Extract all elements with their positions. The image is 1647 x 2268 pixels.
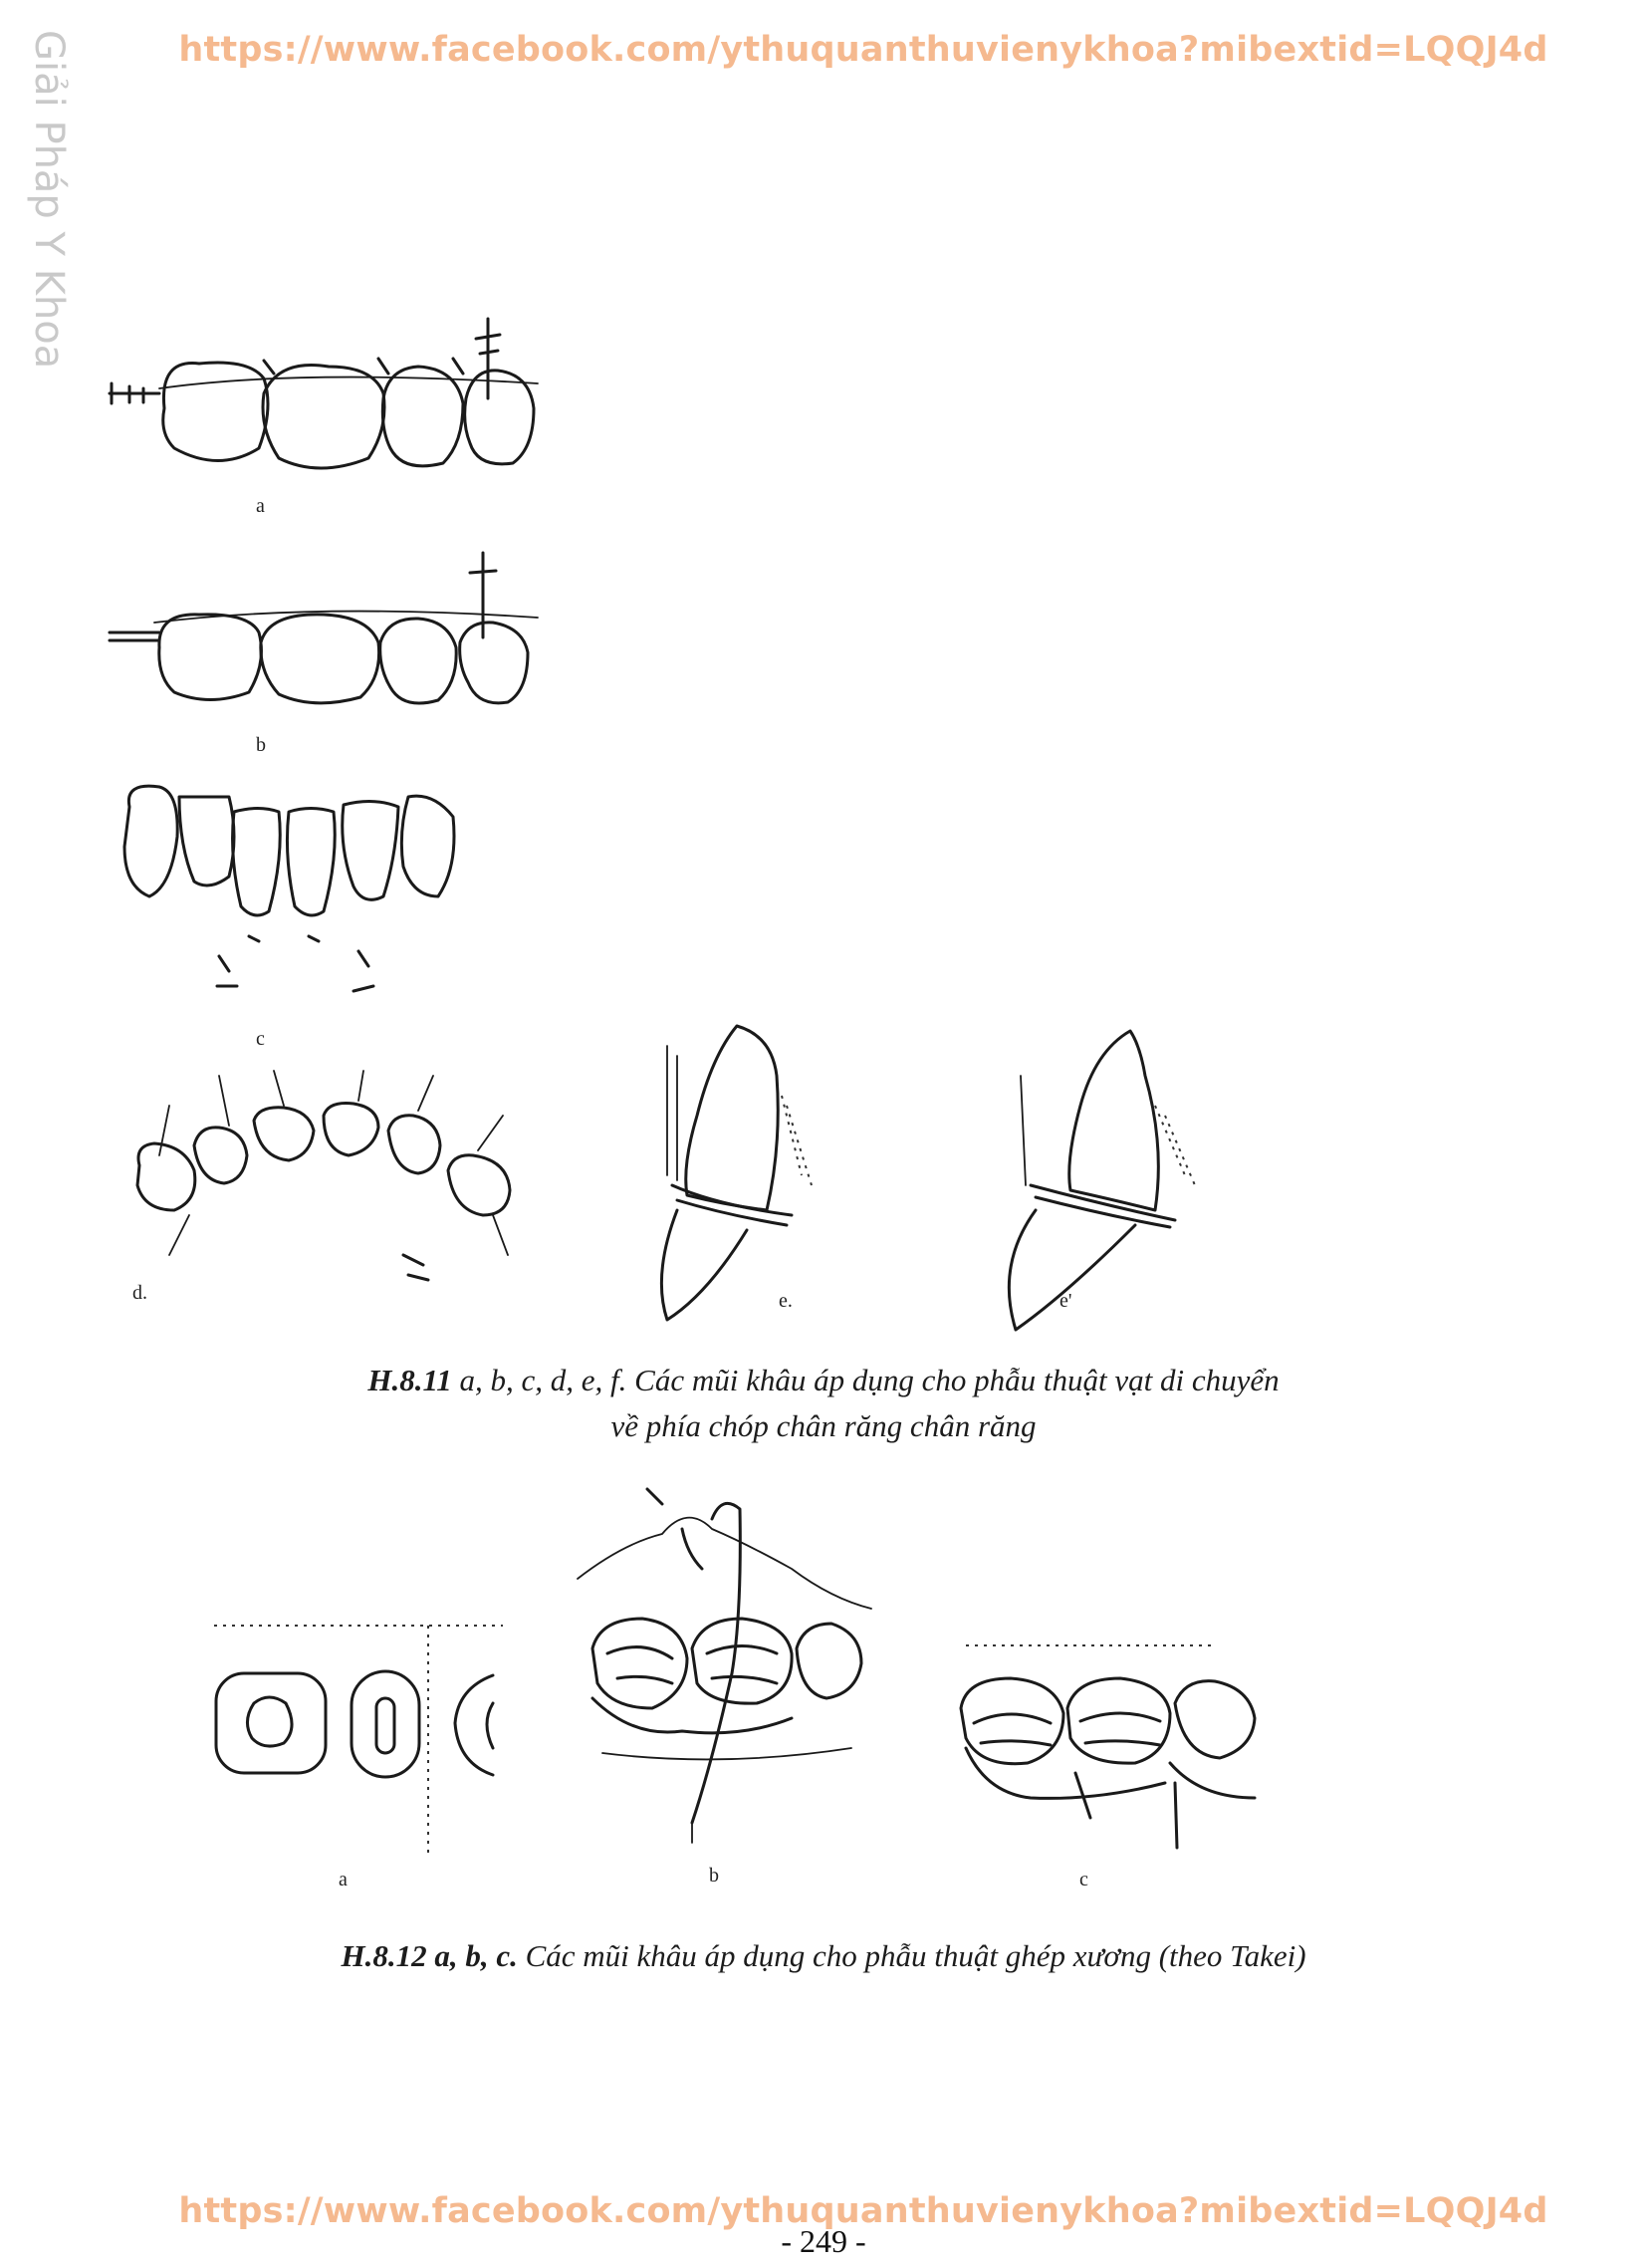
figure-8-11-caption-ref: H.8.11 (367, 1363, 452, 1397)
figure-8-11e-label: e. (779, 1290, 793, 1312)
figure-8-12b-label: b (709, 1865, 719, 1887)
figure-8-12-caption (0, 1938, 1647, 1974)
side-watermark (26, 30, 76, 370)
figure-8-11f-illustration (986, 1016, 1225, 1335)
figure-8-11a-label: a (256, 495, 265, 517)
figure-8-11d-illustration (110, 1066, 548, 1305)
figure-8-12b-illustration (573, 1474, 881, 1853)
figure-8-11-caption-text: a, b, c, d, e, f. Các mũi khâu áp dụng cho phẫu thuật vạt di chuyển (451, 1363, 1280, 1397)
header-watermark-url: https://www.facebook.com/ythuquanthuvienykhoa?mibextid=LQQJ4d (178, 30, 1548, 70)
figure-8-11e-illustration (637, 1016, 856, 1325)
figure-8-12c-illustration (956, 1634, 1275, 1873)
figure-8-11b-label: b (256, 734, 266, 756)
footer-watermark-url: https://www.facebook.com/ythuquanthuvienykhoa?mibextid=LQQJ4d (178, 2191, 1548, 2231)
side-watermark-text: Giải Pháp Y Khoa (26, 30, 72, 370)
figure-8-12-caption-text: Các mũi khâu áp dụng cho phẫu thuật ghép xương (theo Takei) (517, 1938, 1306, 1973)
page-number: - 249 - (781, 2223, 866, 2259)
figure-8-11d-label: d. (132, 1282, 147, 1304)
figure-8-12a-label: a (339, 1869, 348, 1890)
figure-8-11c-illustration (100, 777, 478, 1026)
figure-8-11c-label: c (256, 1028, 265, 1050)
figure-8-11-caption-line2: về phía chóp chân răng chân răng (610, 1408, 1037, 1443)
figure-8-11b-illustration (100, 543, 558, 742)
figure-8-11-caption-line1 (0, 1363, 1647, 1398)
figure-8-12-caption-ref: H.8.12 a, b, c. (341, 1938, 518, 1973)
figure-8-12a-illustration (204, 1604, 513, 1863)
figure-8-11a-illustration (100, 299, 558, 518)
figure-8-11f-label: e' (1059, 1290, 1072, 1312)
figure-8-12c-label: c (1079, 1869, 1088, 1890)
